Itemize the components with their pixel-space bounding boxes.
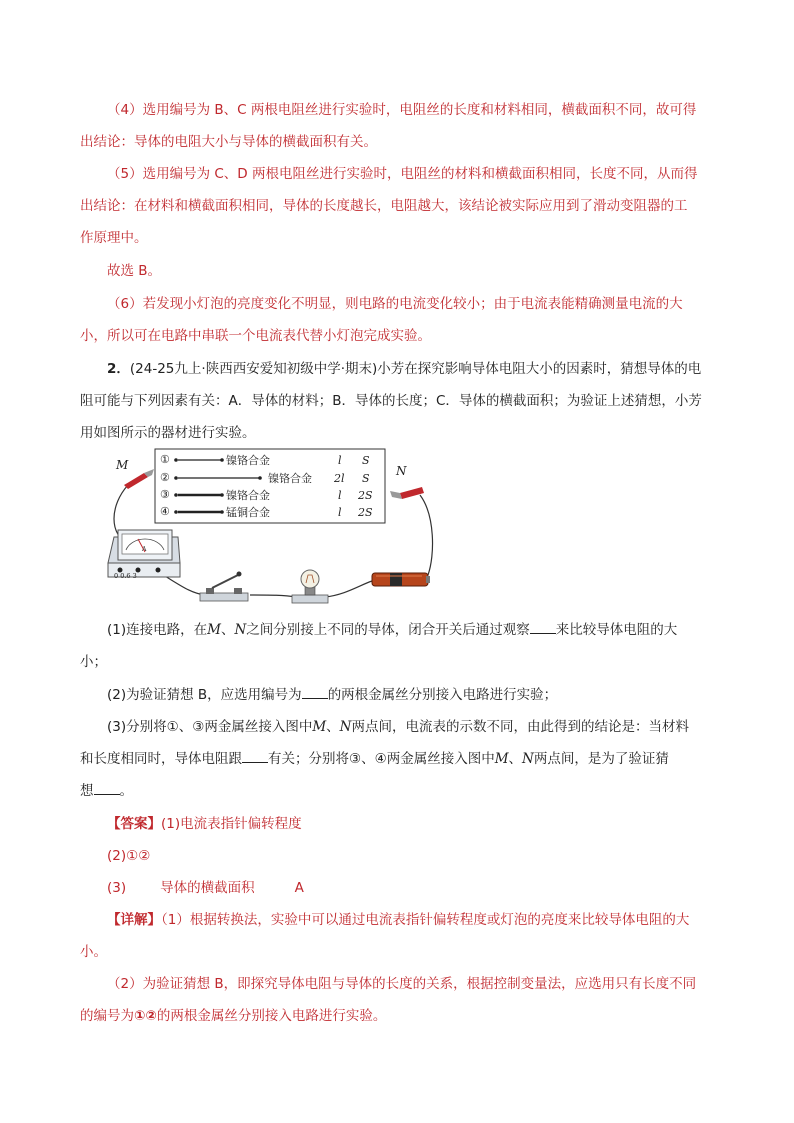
- bulb: [292, 570, 328, 603]
- q2-text-b: 的两根金属丝分别接入电路进行实验；: [327, 687, 558, 703]
- question-2-line3: 用如图所示的器材进行实验。: [80, 425, 256, 441]
- row1-area: S: [362, 454, 370, 467]
- q3-line2-a: 和长度相同时，导体电阻跟: [80, 751, 242, 767]
- detail-label: 【详解】: [107, 912, 161, 928]
- answer-label: 【答案】: [107, 816, 161, 832]
- answer-3-letter: A: [294, 880, 304, 896]
- row3-area: 2S: [358, 489, 373, 502]
- q3-m: M: [312, 719, 327, 735]
- row4-material: 锰铜合金: [226, 506, 270, 519]
- row3-material: 镍铬合金: [226, 489, 270, 502]
- question-2-line1: [107, 359, 747, 379]
- solution-p5-line3: 作原理中。: [80, 230, 148, 246]
- detail-2-line1: （2）为验证猜想 B，即探究导体电阻与导体的长度的关系，根据控制变量法，应选用只有长度不同: [107, 976, 697, 992]
- solution-p5-line2: 出结论：在材料和横截面积相同，导体的长度越长，电阻越大，该结论被实际应用到了滑动变阻器的工: [80, 198, 688, 214]
- solution-choice: 故选 B。: [107, 263, 162, 279]
- battery: [372, 573, 430, 586]
- q1-n: N: [234, 622, 247, 638]
- q2-text-a: (2)为验证猜想 B，应选用编号为: [107, 687, 302, 703]
- subquestion-3-line2: [80, 749, 720, 769]
- question-2-text: 小芳在探究影响导体电阻大小的因素时，猜想导体的电: [377, 361, 702, 377]
- answer-line1: [107, 814, 747, 834]
- q3-line2-c: 两点间，是为了验证猜: [533, 751, 669, 767]
- row4-length: l: [338, 506, 342, 519]
- detail-1-text: （1）根据转换法，实验中可以通过电流表指针偏转程度或灯泡的亮度来比较导体电阻的大: [161, 912, 690, 928]
- switch: [200, 572, 248, 602]
- subquestion-1-line2: 小；: [80, 654, 107, 670]
- row1-material: 镍铬合金: [226, 454, 270, 467]
- q3-text-a: (3)分别将①、③两金属丝接入图中: [107, 719, 313, 735]
- q3-line2-n: N: [522, 751, 534, 767]
- solution-p4-line2: 出结论：导体的电阻大小与导体的横截面积有关。: [80, 134, 377, 150]
- q3-line2-sep: 、: [508, 751, 523, 767]
- answer-3-num: (3): [107, 880, 127, 896]
- q3-n: N: [339, 719, 352, 735]
- row4-num: ④: [160, 505, 170, 518]
- meter-unit: A: [142, 546, 147, 553]
- detail-line1: [107, 910, 747, 930]
- answer-1: (1)电流表指针偏转程度: [161, 816, 302, 832]
- question-source: (24-25九上·陕西西安爱知初级中学·期末): [129, 361, 378, 377]
- q1-m: M: [207, 622, 221, 638]
- answer-blank-4[interactable]: [94, 781, 120, 795]
- subquestion-1-line1: [107, 620, 747, 640]
- row2-num: ②: [160, 471, 170, 484]
- circuit-figure: [100, 445, 445, 605]
- q1-sep: 、: [220, 622, 235, 638]
- subquestion-3-line3: [80, 781, 720, 801]
- q3-sep: 、: [326, 719, 340, 735]
- row2-area: S: [362, 472, 370, 485]
- subquestion-3-line1: [107, 717, 747, 737]
- row4-area: 2S: [358, 506, 373, 519]
- clip-n: [390, 487, 424, 499]
- answer-blank-3[interactable]: [242, 749, 268, 763]
- wire-board: [155, 449, 385, 523]
- answer-line3: [107, 878, 747, 898]
- detail-2-highlight: ①②: [134, 1008, 157, 1024]
- question-number: 2．: [107, 361, 130, 377]
- q1-text-c: 来比较导体电阻的大: [555, 622, 678, 638]
- q3-line3-a: 想: [80, 783, 94, 799]
- subquestion-2: [107, 685, 747, 705]
- detail-2-line2: [80, 1006, 720, 1026]
- solution-p4-line1: （4）选用编号为 B、C 两根电阻丝进行实验时，电阻丝的长度和材料相同，横截面积不同，故可得: [107, 102, 697, 118]
- q1-text-a: (1)连接电路，在: [107, 622, 208, 638]
- q3-line2-m: M: [494, 751, 509, 767]
- solution-p5-line1: （5）选用编号为 C、D 两根电阻丝进行实验时，电阻丝的材料和横截面积相同，长度不同，从而得: [107, 166, 698, 182]
- solution-p6-line2: 小，所以可在电路中串联一个电流表代替小灯泡完成实验。: [80, 328, 431, 344]
- label-m: M: [116, 458, 129, 472]
- ammeter: [108, 530, 180, 580]
- label-n: N: [396, 464, 407, 478]
- answer-2: (2)①②: [107, 848, 151, 864]
- meter-scale: 0 0.6 3: [114, 572, 137, 580]
- q3-line2-b: 有关；分别将③、④两金属丝接入图中: [268, 751, 495, 767]
- solution-p6-line1: （6）若发现小灯泡的亮度变化不明显，则电路的电流变化较小；由于电流表能精确测量电流的大: [107, 296, 683, 312]
- answer-3-text: 导体的横截面积: [160, 880, 255, 896]
- row2-material: 镍铬合金: [268, 472, 312, 485]
- answer-blank-2[interactable]: [302, 685, 328, 699]
- answer-blank-1[interactable]: [530, 620, 556, 634]
- q3-text-b: 两点间，电流表的示数不同，由此得到的结论是：当材料: [351, 719, 689, 735]
- detail-2-text-c: 的两根金属丝分别接入电路进行实验。: [156, 1008, 387, 1024]
- row3-length: l: [338, 489, 342, 502]
- question-2-line2: 阻可能与下列因素有关：A．导体的材料；B．导体的长度；C．导体的横截面积；为验证上述猜想，小芳: [80, 393, 702, 409]
- row1-length: l: [338, 454, 342, 467]
- clip-m: [124, 469, 154, 489]
- q1-text-b: 之间分别接上不同的导体，闭合开关后通过观察: [246, 622, 530, 638]
- row1-num: ①: [160, 453, 170, 466]
- detail-1-line2: 小。: [80, 944, 107, 960]
- row2-length: 2l: [334, 472, 345, 485]
- row3-num: ③: [160, 488, 170, 501]
- detail-2-text-a: 的编号为: [80, 1008, 134, 1024]
- q3-line3-b: 。: [119, 783, 133, 799]
